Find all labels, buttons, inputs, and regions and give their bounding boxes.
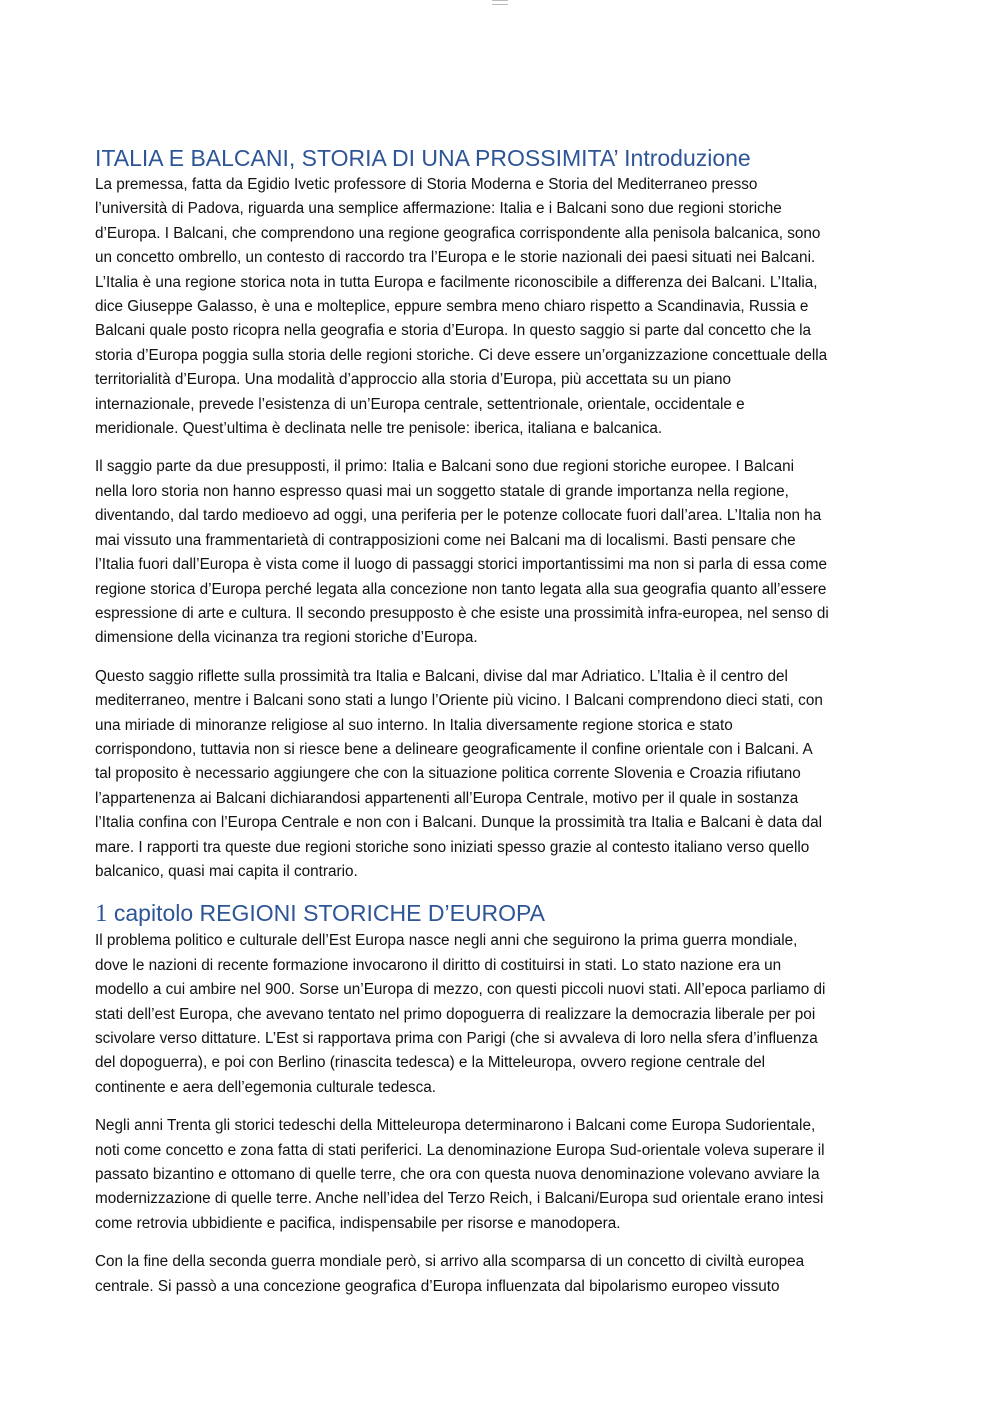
text-line: mare. I rapporti tra queste due regioni storiche sono iniziati spesso grazie al contesto italiano verso quello bbox=[95, 838, 810, 856]
text-line: una miriade di minoranze religiose al suo interno. In Italia diversamente regione storica e stato bbox=[95, 716, 733, 734]
text-line: d’Europa. I Balcani, che comprendono una regione geografica corrispondente alla penisola balcanica, sono bbox=[95, 224, 821, 242]
text-line: meridionale. Quest’ultima è declinata nelle tre penisole: iberica, italiana e balcanica. bbox=[95, 420, 663, 438]
document-body bbox=[95, 143, 907, 1313]
text-line: del dopoguerra), e poi con Berlino (rinascita tedesca) e la Mitteleuropa, ovvero regione centrale del bbox=[95, 1054, 766, 1072]
text-line: Il saggio parte da due presupposti, il primo: Italia e Balcani sono due regioni storiche europee. I Balcani bbox=[95, 458, 794, 476]
text-line: l’appartenenza ai Balcani dichiarandosi appartenenti all’Europa Centrale, motivo per il quale in sostanza bbox=[95, 789, 799, 807]
chapter-number: 1 bbox=[95, 900, 108, 928]
introduction-section bbox=[95, 173, 907, 884]
paragraph bbox=[95, 455, 907, 650]
text-line: diventando, dal tardo medioevo ad oggi, una periferia per le potenze collocate fuori dall’area. L’Italia non ha bbox=[95, 507, 822, 525]
paragraph bbox=[95, 665, 907, 885]
text-line: modernizzazione di quelle terre. Anche nell’idea del Terzo Reich, i Balcani/Europa sud orientale erano intesi bbox=[95, 1190, 824, 1208]
page-header-mark bbox=[492, 0, 508, 5]
text-line: Balcani quale posto ricopra nella geografia e storia d’Europa. In questo saggio si parte dal concetto che la bbox=[95, 322, 812, 340]
text-line: passato bizantino e ottomano di quelle terre, che ora con questa nuova denominazione volevano avviare la bbox=[95, 1166, 820, 1184]
text-line: noti come concetto e zona fatta di stati periferici. La denominazione Europa Sud-orientale voleva superare il bbox=[95, 1141, 825, 1159]
paragraph bbox=[95, 1250, 907, 1299]
text-line: mediterraneo, mentre i Balcani sono stati a lungo l’Oriente più vicino. I Balcani comprendono dieci stati, con bbox=[95, 692, 823, 710]
text-line: scivolare verso dittature. L’Est si rapportava prima con Parigi (che si avvaleva di loro nella sfera d’influenza bbox=[95, 1030, 818, 1047]
text-line: regione storica d’Europa perché legata alla concezione non tanto legata alla sua geografia quanto all’essere bbox=[95, 580, 827, 598]
chapter-section bbox=[95, 929, 907, 1299]
text-line: l’Italia confina con l’Europa Centrale e non con i Balcani. Dunque la prossimità tra Italia e Balcani è data dal bbox=[95, 814, 823, 832]
text-line: corrispondono, tuttavia non si riesce bene a delineare geograficamente il confine orientale con i Balcani. A bbox=[95, 740, 813, 758]
text-line: un concetto ombrello, un contesto di raccordo tra l’Europa e le storie nazionali dei paesi situati nei Balcani. bbox=[95, 249, 816, 267]
text-line: tal proposito è necessario aggiungere che con la situazione politica corrente Slovenia e Croazia rifiutano bbox=[95, 765, 801, 783]
text-line: Negli anni Trenta gli storici tedeschi della Mitteleuropa determinarono i Balcani come Europa Sudorientale, bbox=[95, 1117, 816, 1135]
text-line: storia d’Europa poggia sulla storia delle regioni storiche. Ci deve essere un’organizzazione concettuale della bbox=[95, 346, 828, 364]
paragraph bbox=[95, 173, 907, 441]
text-line: territorialità d’Europa. Una modalità d’approccio alla storia d’Europa, più accettata su un piano bbox=[95, 371, 732, 389]
text-line: Con la fine della seconda guerra mondiale però, si arrivo alla scomparsa di un concetto di civiltà europea bbox=[95, 1253, 805, 1271]
chapter-title: capitolo REGIONI STORICHE D’EUROPA bbox=[107, 900, 546, 927]
text-line: dice Giuseppe Galasso, è una e molteplice, eppure sembra meno chiaro rispetto a Scandinavia, Russia e bbox=[95, 298, 809, 316]
text-line: nella loro storia non hanno espresso quasi mai un soggetto statale di grande importanza nella regione, bbox=[95, 482, 789, 500]
text-line: l’università di Padova, riguarda una semplice affermazione: Italia e i Balcani sono due regioni storiche bbox=[95, 200, 782, 218]
text-line: modello a cui ambire nel 900. Sorse un’Europa di mezzo, con questi piccoli nuovi stati. All’epoca parliamo di bbox=[95, 981, 826, 999]
text-line: La premessa, fatta da Egidio Ivetic professore di Storia Moderna e Storia del Mediterraneo presso bbox=[95, 176, 758, 193]
paragraph bbox=[95, 929, 907, 1100]
chapter-heading bbox=[95, 898, 907, 929]
text-line: l’Italia fuori dall’Europa è vista come il luogo di passaggi storici importantissimi ma non si parla di essa come bbox=[95, 556, 828, 574]
text-line: dove le nazioni di recente formazione invocarono il diritto di costituirsi in stati. Lo stato nazione era un bbox=[95, 956, 782, 974]
text-line: L’Italia è una regione storica nota in tutta Europa e facilmente riconoscibile a differenza dei Balcani. L’Italia, bbox=[95, 273, 818, 291]
text-line: espressione di arte e cultura. Il secondo presupposto è che esiste una prossimità infra-europea, nel senso di bbox=[95, 604, 829, 622]
text-line: balcanico, quasi mai capita il contrario. bbox=[95, 862, 358, 880]
text-line: Il problema politico e culturale dell’Est Europa nasce negli anni che seguirono la prima guerra mondiale, bbox=[95, 932, 798, 950]
introduction-heading bbox=[95, 143, 907, 173]
text-line: internazionale, prevede l’esistenza di un’Europa centrale, settentrionale, orientale, occidentale e bbox=[95, 395, 745, 413]
introduction-title: ITALIA E BALCANI, STORIA DI UNA PROSSIMITA’ Introduzione bbox=[95, 145, 751, 171]
text-line: continente e aera dell’egemonia culturale tedesca. bbox=[95, 1078, 437, 1096]
text-line: mai vissuto una frammentarietà di contrapposizioni come nei Balcani ma di localismi. Basti pensare che bbox=[95, 531, 796, 549]
text-line: centrale. Si passò a una concezione geografica d’Europa influenzata dal bipolarismo europeo vissuto bbox=[95, 1277, 780, 1295]
text-line: stati dell’est Europa, che avevano tentato nel primo dopoguerra di realizzare la democrazia liberale per poi bbox=[95, 1005, 816, 1023]
text-line: Questo saggio riflette sulla prossimità tra Italia e Balcani, divise dal mar Adriatico. L’Italia è il centro del bbox=[95, 667, 788, 685]
text-line: come retrovia ubbidiente e pacifica, indispensabile per risorse e manodopera. bbox=[95, 1214, 621, 1232]
paragraph bbox=[95, 1114, 907, 1236]
text-line: dimensione della vicinanza tra regioni storiche d’Europa. bbox=[95, 629, 478, 647]
